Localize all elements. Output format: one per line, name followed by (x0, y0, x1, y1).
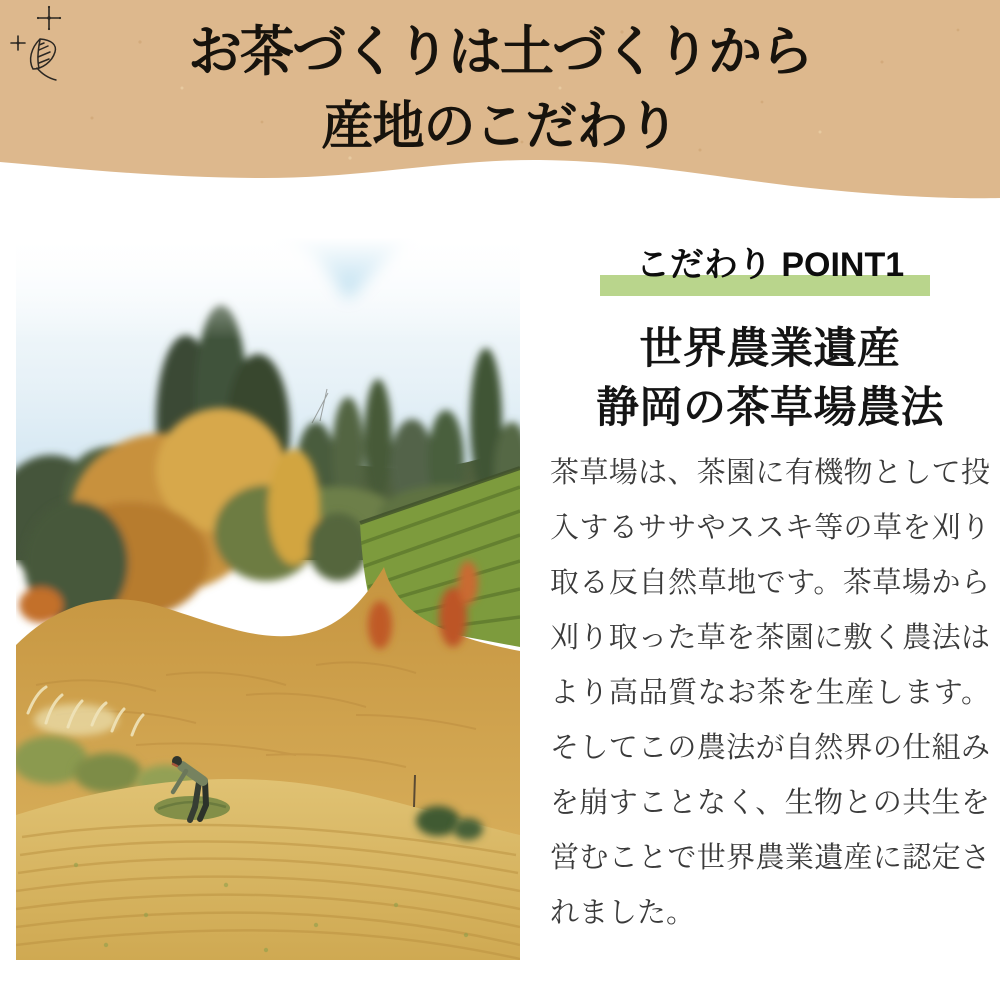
point-badge (540, 240, 1000, 306)
body-line: 刈り取った草を茶園に敷く農法は (550, 622, 990, 654)
body-line: 茶草場は、茶園に有機物として投 (550, 457, 990, 489)
body-paragraph (550, 446, 990, 941)
photo-illustration (16, 215, 520, 960)
heading-line1: 世界農業遺産 (639, 326, 901, 373)
header-title-line1: お茶づくりは土づくりから (188, 22, 812, 82)
header-banner (0, 0, 1000, 212)
body-line: れました。 (550, 897, 696, 929)
body-line: そしてこの農法が自然界の仕組み (550, 732, 990, 764)
leaf-icon (31, 39, 56, 80)
leaf-decoration (0, 0, 90, 86)
body-line: 入するササやススキ等の草を刈り (550, 512, 990, 544)
point-section (540, 240, 1000, 960)
heading-line2: 静岡の茶草場農法 (596, 385, 944, 432)
body-line: 取る反自然草地です。茶草場から (550, 567, 990, 599)
body-line: 営むことで世界農業遺産に認定さ (550, 842, 990, 874)
section-heading (540, 320, 1000, 438)
body-line: を崩すことなく、生物との共生を (550, 787, 990, 819)
header-title (0, 20, 1000, 158)
field-photo (16, 215, 520, 960)
header-title-line2: 産地のこだわり (321, 99, 679, 156)
badge-label: こだわり POINT1 (635, 246, 905, 284)
body-line: より高品質なお茶を生産します。 (550, 677, 990, 709)
